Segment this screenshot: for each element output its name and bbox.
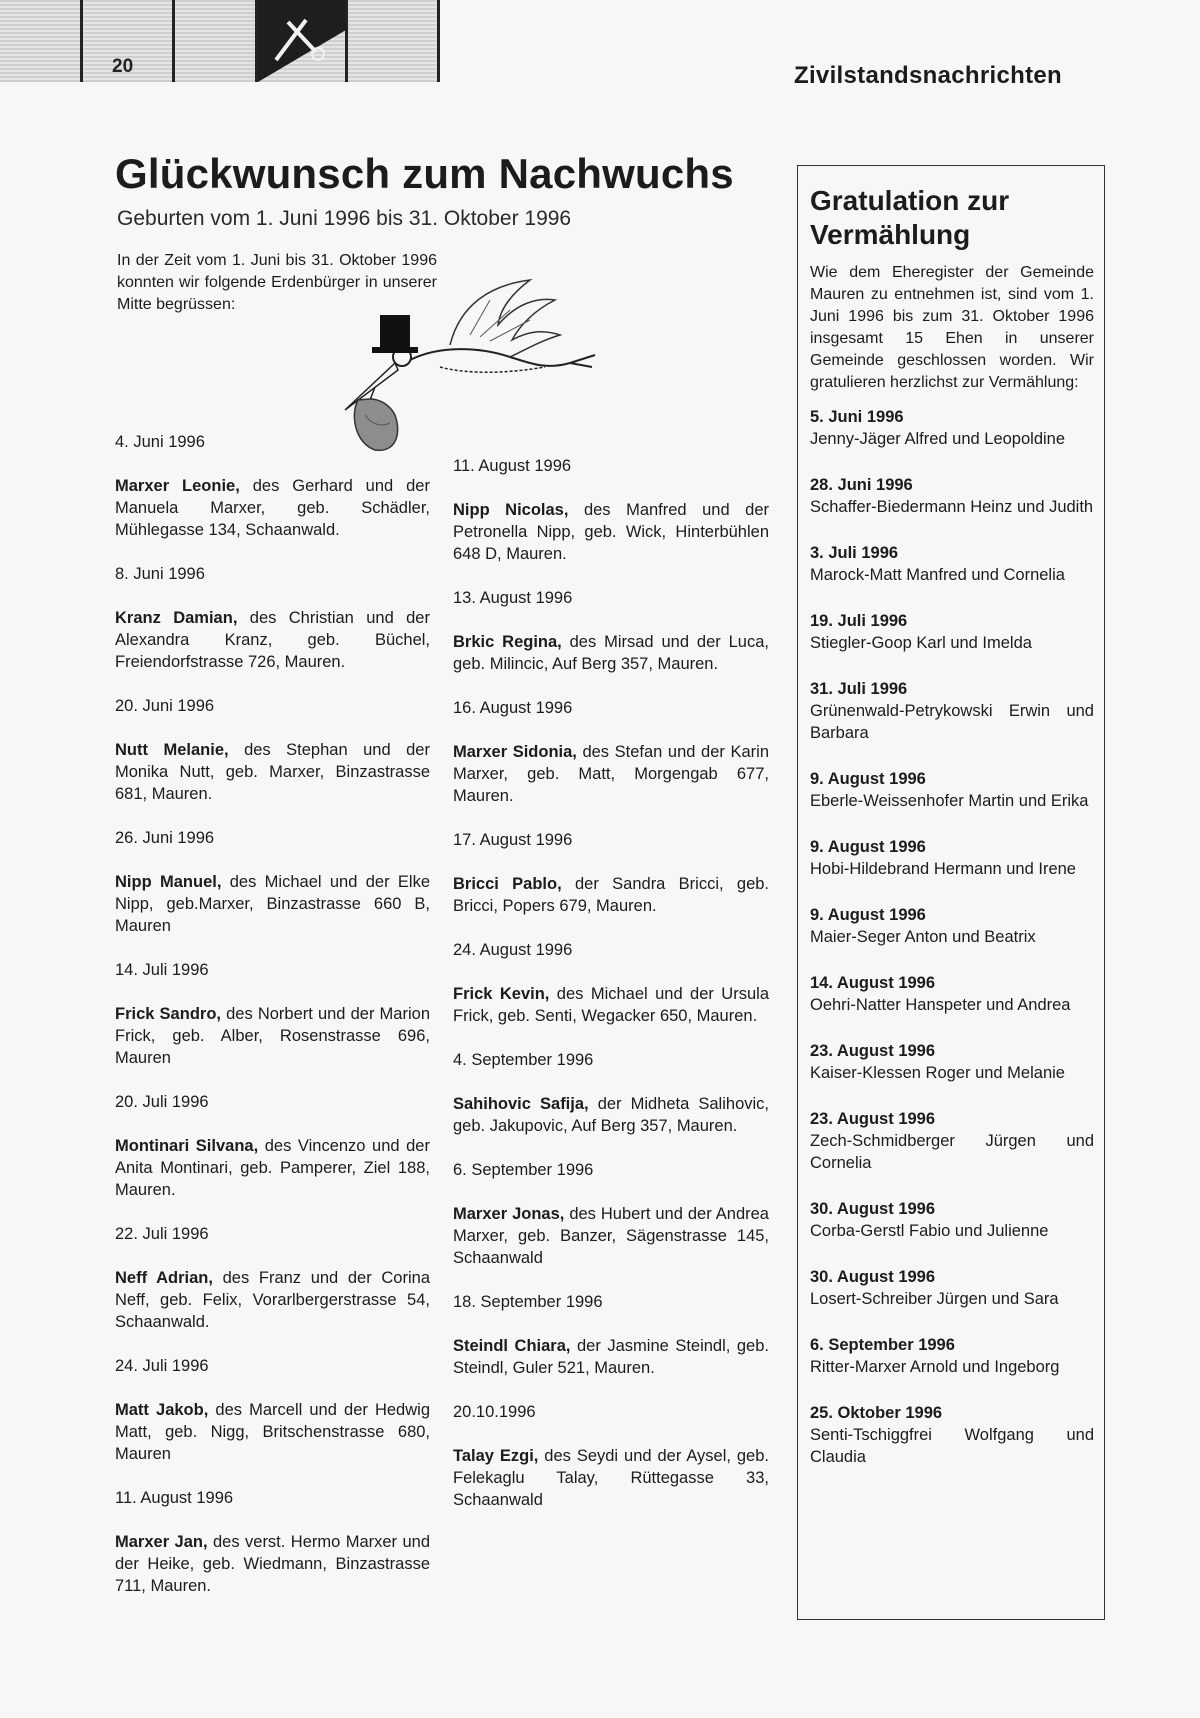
birth-date: 22. Juli 1996 [115, 1225, 209, 1243]
child-name: Marxer Jan, [115, 1533, 208, 1551]
birth-entry [453, 587, 769, 675]
page-header [0, 0, 1200, 100]
birth-date: 11. August 1996 [453, 457, 572, 475]
child-name: Brkic Regina, [453, 633, 562, 651]
birth-details: der Sandra Bricci, geb. Bricci, Popers 679, Mauren. [453, 875, 770, 915]
wedding-names: Jenny-Jäger Alfred und Leopoldine [810, 430, 1066, 448]
birth-details: des Michael und der Ursula Frick, geb. Senti, Wegacker 650, Mauren. [453, 985, 769, 1025]
birth-entry [115, 959, 430, 1069]
birth-entry [453, 1159, 769, 1269]
wedding-date: 30. August 1996 [810, 1268, 936, 1286]
wedding-date: 14. August 1996 [810, 974, 936, 992]
birth-details: der Jasmine Steindl, geb. Steindl, Guler 521, Mauren. [453, 1337, 769, 1377]
wedding-names: Oehri-Natter Hanspeter und Andrea [810, 996, 1071, 1014]
birth-details: des Norbert und der Marion Frick, geb. Alber, Rosenstrasse 696, Mauren [115, 1005, 430, 1067]
wedding-date: 3. Juli 1996 [810, 544, 899, 562]
wedding-entry [810, 610, 1094, 654]
wedding-names: Hobi-Hildebrand Hermann und Irene [810, 860, 1076, 878]
births-column-left [115, 431, 430, 1619]
birth-details: des Vincenzo und der Anita Montinari, geb. Pamperer, Ziel 188, Mauren. [115, 1137, 430, 1199]
wedding-date: 23. August 1996 [810, 1042, 936, 1060]
birth-entry [115, 1091, 430, 1201]
birth-entry [115, 1355, 430, 1465]
wedding-names: Stiegler-Goop Karl und Imelda [810, 634, 1032, 652]
wedding-entry [810, 474, 1094, 518]
wedding-names: Zech-Schmidberger Jürgen und Cornelia [810, 1132, 1094, 1172]
birth-entry [453, 939, 769, 1027]
wedding-names: Schaffer-Biedermann Heinz und Judith [810, 498, 1094, 516]
wedding-date: 25. Oktober 1996 [810, 1404, 943, 1422]
birth-date: 18. September 1996 [453, 1293, 603, 1311]
birth-entry [453, 455, 769, 565]
births-subtitle: Geburten vom 1. Juni 1996 bis 31. Oktober 1996 [117, 207, 572, 230]
wedding-date: 31. Juli 1996 [810, 680, 908, 698]
child-name: Talay Ezgi, [453, 1447, 539, 1465]
wedding-names: Maier-Seger Anton und Beatrix [810, 928, 1036, 946]
birth-entry [453, 697, 769, 807]
birth-date: 24. Juli 1996 [115, 1357, 209, 1375]
wedding-date: 9. August 1996 [810, 770, 926, 788]
birth-date: 16. August 1996 [453, 699, 573, 717]
child-name: Steindl Chiara, [453, 1337, 571, 1355]
birth-date: 4. September 1996 [453, 1051, 594, 1069]
child-name: Bricci Pablo, [453, 875, 562, 893]
birth-date: 11. August 1996 [115, 1489, 234, 1507]
births-column-middle [453, 455, 769, 1533]
wedding-entry [810, 542, 1094, 586]
birth-entry [115, 431, 430, 541]
birth-date: 26. Juni 1996 [115, 829, 215, 847]
wedding-names: Losert-Schreiber Jürgen und Sara [810, 1290, 1059, 1308]
birth-date: 20.10.1996 [453, 1403, 536, 1421]
child-name: Matt Jakob, [115, 1401, 209, 1419]
child-name: Frick Sandro, [115, 1005, 221, 1023]
wedding-date: 19. Juli 1996 [810, 612, 908, 630]
birth-details: des Christian und der Alexandra Kranz, geb. Büchel, Freiendorfstrasse 726, Mauren. [115, 609, 430, 671]
wedding-entry [810, 1266, 1094, 1310]
child-name: Marxer Sidonia, [453, 743, 577, 761]
birth-details: des Hubert und der Andrea Marxer, geb. Banzer, Sägenstrasse 145, Schaanwald [453, 1205, 769, 1267]
wedding-entry [810, 1108, 1094, 1174]
header-rule [172, 0, 175, 82]
wedding-entry [810, 836, 1094, 880]
birth-date: 8. Juni 1996 [115, 565, 205, 583]
birth-details: des Franz und der Corina Neff, geb. Felix, Vorarlbergerstrasse 54, Schaanwald. [115, 1269, 430, 1331]
birth-date: 13. August 1996 [453, 589, 573, 607]
child-name: Marxer Jonas, [453, 1205, 565, 1223]
births-headline: Glückwunsch zum Nachwuchs [115, 150, 734, 197]
wedding-entry [810, 406, 1094, 450]
wedding-date: 6. September 1996 [810, 1336, 955, 1354]
wedding-names: Grünenwald-Petrykowski Erwin und Barbara [810, 702, 1094, 742]
header-rule [80, 0, 83, 82]
wedding-names: Senti-Tschiggfrei Wolfgang und Claudia [810, 1426, 1094, 1466]
wedding-entry [810, 972, 1094, 1016]
child-name: Nutt Melanie, [115, 741, 229, 759]
wedding-date: 9. August 1996 [810, 838, 926, 856]
birth-entry [115, 563, 430, 673]
wedding-date: 5. Juni 1996 [810, 408, 904, 426]
child-name: Kranz Damian, [115, 609, 238, 627]
weddings-title: Gratulation zur Vermählung [810, 185, 1010, 250]
wedding-entry [810, 1198, 1094, 1242]
header-hatch-band [0, 0, 440, 82]
birth-entry [115, 695, 430, 805]
child-name: Montinari Silvana, [115, 1137, 259, 1155]
birth-entry [115, 1223, 430, 1333]
birth-details: der Midheta Salihovic, geb. Jakupovic, Auf Berg 357, Mauren. [453, 1095, 769, 1135]
wedding-entry [810, 1334, 1094, 1378]
coat-of-arms-icon [258, 0, 346, 82]
birth-details: des Michael und der Elke Nipp, geb.Marxer, Binzastrasse 660 B, Mauren [115, 873, 431, 935]
birth-details: des verst. Hermo Marxer und der Heike, geb. Wiedmann, Binzastrasse 711, Mauren. [115, 1533, 430, 1595]
wedding-entry [810, 1402, 1094, 1468]
wedding-names: Eberle-Weissenhofer Martin und Erika [810, 792, 1089, 810]
wedding-names: Corba-Gerstl Fabio und Julienne [810, 1222, 1049, 1240]
birth-details: des Mirsad und der Luca, geb. Milincic, Auf Berg 357, Mauren. [453, 633, 769, 673]
birth-date: 4. Juni 1996 [115, 433, 205, 451]
birth-details: des Marcell und der Hedwig Matt, geb. Nigg, Britschenstrasse 680, Mauren [115, 1401, 430, 1463]
birth-details: des Stefan und der Karin Marxer, geb. Matt, Morgengab 677, Mauren. [453, 743, 769, 805]
wedding-date: 23. August 1996 [810, 1110, 936, 1128]
birth-entry [115, 1487, 430, 1597]
birth-date: 6. September 1996 [453, 1161, 594, 1179]
wedding-date: 9. August 1996 [810, 906, 926, 924]
birth-date: 14. Juli 1996 [115, 961, 209, 979]
birth-entry [453, 1291, 769, 1379]
page-number: 20 [112, 56, 134, 77]
wedding-date: 28. Juni 1996 [810, 476, 913, 494]
weddings-intro: Wie dem Eheregister der Gemeinde Mauren zu entnehmen ist, sind vom 1. Juni 1996 bis zum 31. Oktober 1996 insgesamt 15 Ehen in unserer Gemeinde geschlossen worden. Wir gratulieren herzlichst zur Vermählung: [810, 264, 1094, 391]
wedding-entry [810, 678, 1094, 744]
birth-entry [453, 1401, 769, 1511]
child-name: Marxer Leonie, [115, 477, 240, 495]
header-rule [437, 0, 440, 82]
wedding-names: Marock-Matt Manfred und Cornelia [810, 566, 1065, 584]
birth-date: 20. Juli 1996 [115, 1093, 209, 1111]
child-name: Sahihovic Safija, [453, 1095, 589, 1113]
birth-details: des Manfred und der Petronella Nipp, geb. Wick, Hinterbühlen 648 D, Mauren. [453, 501, 769, 563]
birth-details: des Seydi und der Aysel, geb. Felekaglu Talay, Rüttegasse 33, Schaanwald [453, 1447, 769, 1509]
child-name: Nipp Nicolas, [453, 501, 569, 519]
wedding-entry [810, 768, 1094, 812]
section-title: Zivilstandsnachrichten [794, 62, 1062, 89]
birth-details: des Gerhard und der Manuela Marxer, geb. Schädler, Mühlegasse 134, Schaanwald. [115, 477, 430, 539]
weddings-box [797, 165, 1105, 1620]
birth-entry [453, 1049, 769, 1137]
births-intro: In der Zeit vom 1. Juni bis 31. Oktober 1996 konnten wir folgende Erdenbürger in unserer Mitte begrüssen: [117, 252, 437, 313]
birth-details: des Stephan und der Monika Nutt, geb. Marxer, Binzastrasse 681, Mauren. [115, 741, 430, 803]
birth-date: 24. August 1996 [453, 941, 573, 959]
wedding-date: 30. August 1996 [810, 1200, 936, 1218]
child-name: Nipp Manuel, [115, 873, 222, 891]
child-name: Neff Adrian, [115, 1269, 213, 1287]
wedding-names: Kaiser-Klessen Roger und Melanie [810, 1064, 1065, 1082]
child-name: Frick Kevin, [453, 985, 550, 1003]
birth-entry [453, 829, 769, 917]
wedding-entry [810, 1040, 1094, 1084]
birth-date: 17. August 1996 [453, 831, 573, 849]
birth-date: 20. Juni 1996 [115, 697, 215, 715]
wedding-names: Ritter-Marxer Arnold und Ingeborg [810, 1358, 1060, 1376]
birth-entry [115, 827, 430, 937]
wedding-entry [810, 904, 1094, 948]
